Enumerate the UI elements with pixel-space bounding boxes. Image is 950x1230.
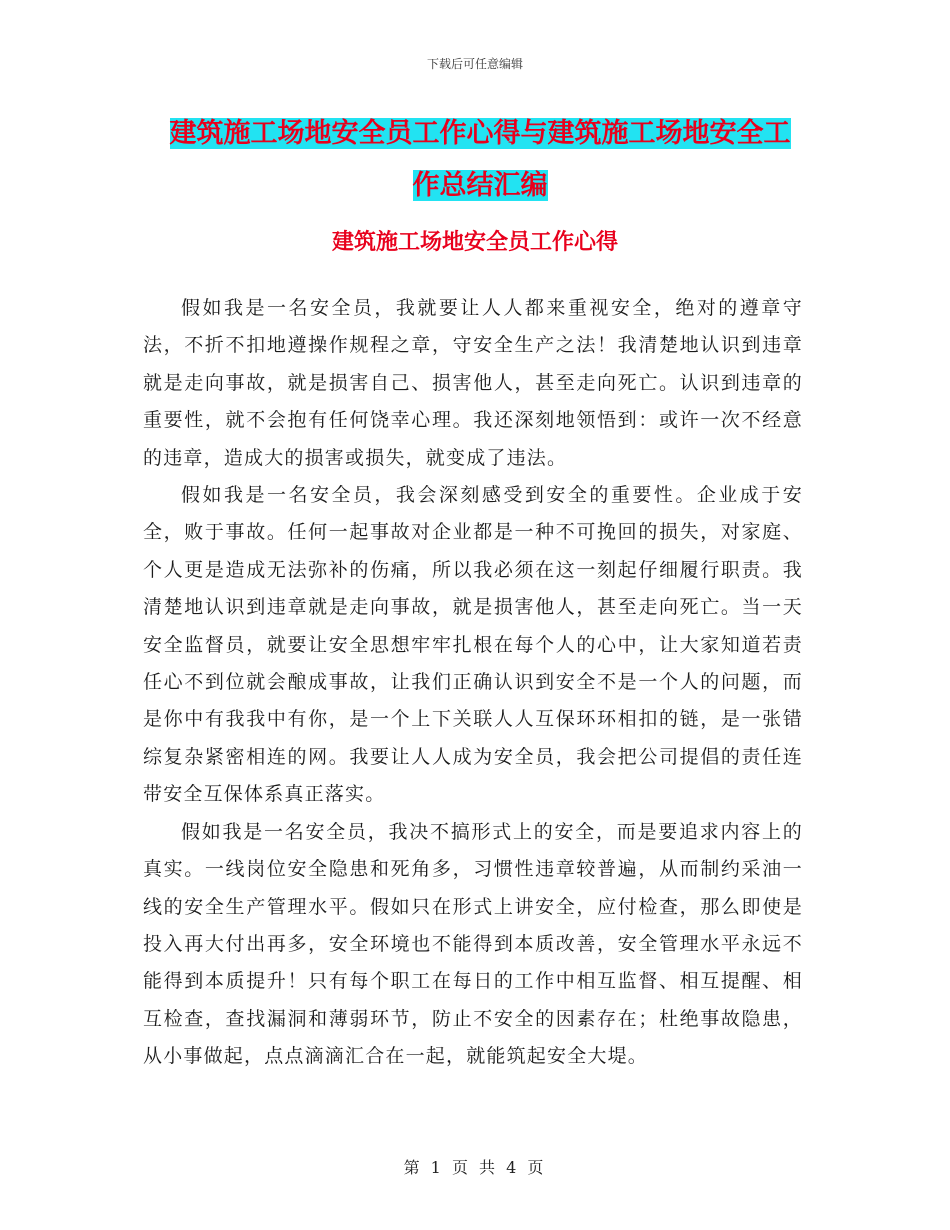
paragraph-2: 假如我是一名安全员，我会深刻感受到安全的重要性。企业成于安全，败于事故。任何一起事故对企业都是一种不可挽回的损失，对家庭、个人更是造成无法弥补的伤痛，所以我必须在这一刻起仔细履行职责。我清楚地认识到违章就是走向事故，就是损害他人，甚至走向死亡。当一天安全监督员，就要让安全思想牢牢扎根在每个人的心中，让大家知道若责任心不到位就会酿成事故，让我们正确认识到安全不是一个人的问题，而是你中有我我中有你，是一个上下关联人人互保环环相扣的链，是一张错综复杂紧密相连的网。我要让人人成为安全员，我会把公司提倡的责任连带安全互保体系真正落实。	[143, 484, 803, 806]
page-footer: 第 1 页 共 4 页	[403, 1158, 547, 1177]
document-title-line-2: 作总结汇编	[412, 170, 548, 201]
body-text	[143, 290, 803, 1076]
paragraph-3: 假如我是一名安全员，我决不搞形式上的安全，而是要追求内容上的真实。一线岗位安全隐患和死角多，习惯性违章较普遍，从而制约采油一线的安全生产管理水平。假如只在形式上讲安全，应付检查，那么即使是投入再大付出再多，安全环境也不能得到本质改善，安全管理水平永远不能得到本质提升！只有每个职工在每日的工作中相互监督、相互提醒、相互检查，查找漏洞和薄弱环节，防止不安全的因素存在；杜绝事故隐患，从小事做起，点点滴滴汇合在一起，就能筑起安全大堤。	[143, 820, 803, 1068]
paragraph-1: 假如我是一名安全员，我就要让人人都来重视安全，绝对的遵章守法，不折不扣地遵操作规程之章，守安全生产之法！我清楚地认识到违章就是走向事故，就是损害自己、损害他人，甚至走向死亡。认识到违章的重要性，就不会抱有任何饶幸心理。我还深刻地领悟到：或许一次不经意的违章，造成大的损害或损失，就变成了违法。	[143, 297, 803, 469]
document-title	[140, 108, 820, 212]
page-header-note: 下载后可任意编辑	[426, 57, 523, 71]
document-title-line-1: 建筑施工场地安全员工作心得与建筑施工场地安全工	[169, 118, 791, 149]
section-title: 建筑施工场地安全员工作心得	[331, 229, 618, 255]
